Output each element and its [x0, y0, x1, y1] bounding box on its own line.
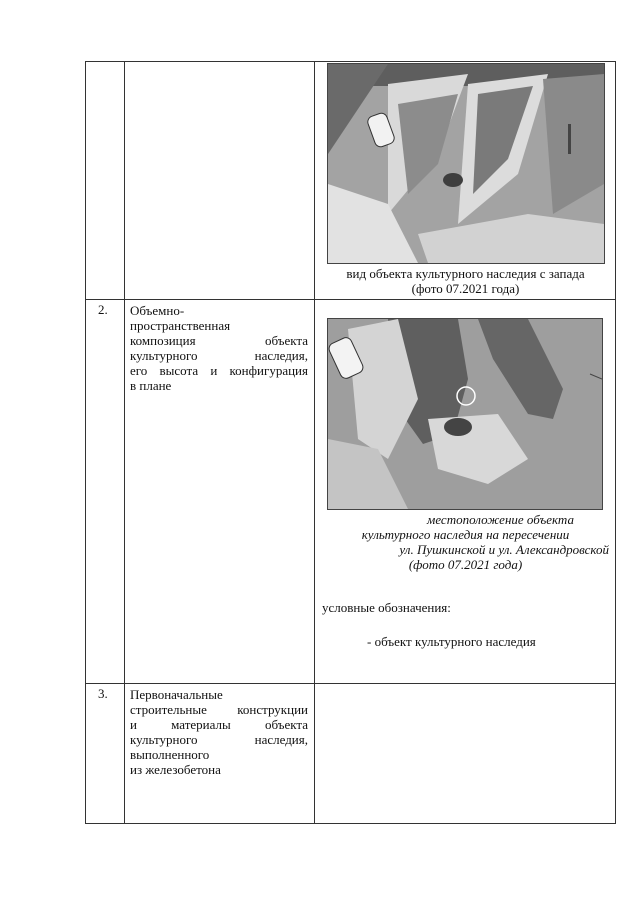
photo-west-view [327, 63, 605, 264]
photo-location-caption-line-3: ул. Пушкинской и ул. Александровской [399, 542, 609, 557]
photo-west-caption [318, 266, 613, 296]
row-3-desc-line-2: строительные конструкции [130, 702, 308, 717]
row-3-desc-line-3: и материалы объекта [130, 717, 308, 732]
row-3-desc-line-6: из железобетона [130, 762, 221, 777]
photo-west-caption-line-2: (фото 07.2021 года) [411, 281, 520, 296]
row-2-desc-line-3: композиция объекта [130, 333, 308, 348]
row-2-desc-line-6: в плане [130, 378, 172, 393]
row-divider-2 [85, 683, 616, 684]
col-divider-2 [314, 61, 315, 824]
row-3-description [130, 687, 308, 777]
row-2-description [130, 303, 308, 393]
photo-location-view [327, 318, 603, 510]
table-top-border [85, 61, 616, 62]
table-bottom-border [85, 823, 616, 824]
photo-west-image [328, 64, 604, 263]
photo-location-caption-line-2: культурного наследия на пересечении [361, 527, 570, 542]
row-3-desc-line-1: Первоначальные [130, 687, 223, 702]
photo-west-caption-line-1: вид объекта культурного наследия с запада [346, 266, 585, 281]
row-2-desc-line-2: пространственная [130, 318, 231, 333]
row-2-desc-line-5: его высота и конфигурация [130, 363, 308, 378]
photo-location-caption-line-4: (фото 07.2021 года) [408, 557, 523, 572]
table-left-border [85, 61, 86, 824]
table-right-border [615, 61, 616, 824]
row-3-number: 3. [98, 686, 108, 701]
row-2-desc-line-4: культурного наследия, [130, 348, 308, 363]
photo-location-image [328, 319, 602, 509]
legend-item-heritage: - объект культурного наследия [367, 634, 536, 649]
row-3-desc-line-4: культурного наследия, [130, 732, 308, 747]
row-2-number: 2. [98, 302, 108, 317]
col-divider-1 [124, 61, 125, 824]
photo-location-caption-line-1: местоположение объекта [427, 512, 574, 527]
row-2-desc-line-1: Объемно- [130, 303, 185, 318]
photo-location-caption [318, 512, 613, 572]
row-3-desc-line-5: выполненного [130, 747, 210, 762]
legend-title: условные обозначения: [322, 600, 451, 615]
row-divider-1 [85, 299, 616, 300]
